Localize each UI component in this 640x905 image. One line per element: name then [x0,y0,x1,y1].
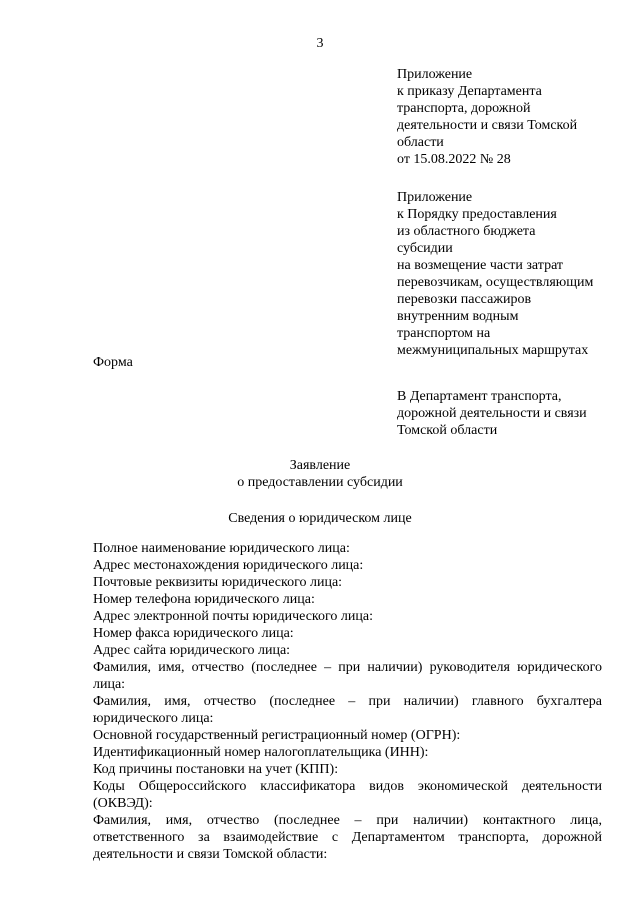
appendix-procedure-line: из областного бюджета [397,224,536,239]
recipient-block [397,388,612,439]
appendix-procedure-line: перевозки пассажиров [397,292,532,307]
field-email: Адрес электронной почты юридического лица: [93,609,373,624]
appendix-order-line: к приказу Департамента [397,84,542,99]
field-phone: Номер телефона юридического лица: [93,592,315,607]
appendix-procedure-line: к Порядку предоставления [397,207,557,222]
field-full-name: Полное наименование юридического лица: [93,541,350,556]
appendix-procedure-block [397,189,612,359]
field-inn: Идентификационный номер налогоплательщика (ИНН): [93,745,429,760]
legal-entity-fields [93,540,602,863]
recipient-line: дорожной деятельности и связи [397,406,587,421]
appendix-order-date-line: от 15.08.2022 № 28 [397,152,511,167]
field-kpp: Код причины постановки на учет (КПП): [93,762,339,777]
appendix-procedure-line: перевозчикам, осуществляющим [397,275,594,290]
appendix-procedure-line: межмуниципальных маршрутах [397,343,589,358]
field-website: Адрес сайта юридического лица: [93,643,291,658]
appendix-order-line: деятельности и связи Томской [397,118,578,133]
field-postal-details: Почтовые реквизиты юридического лица: [93,575,343,590]
appendix-procedure-line: транспортом на [397,326,491,341]
document-subtitle-line: о предоставлении субсидии [237,475,403,490]
field-fax: Номер факса юридического лица: [93,626,294,641]
appendix-order-block [397,66,612,168]
document-title [0,457,640,491]
field-chief-accountant-name: Фамилия, имя, отчество (последнее – при наличии) главного бухгалтера юридического лица: [93,694,602,726]
appendix-order-line: Приложение [397,67,473,82]
appendix-order-line: транспорта, дорожной [397,101,531,116]
appendix-procedure-line: на возмещение части затрат [397,258,564,273]
appendix-procedure-line: внутренним водным [397,309,519,324]
appendix-order-line: области [397,135,444,150]
appendix-procedure-line: Приложение [397,190,473,205]
form-label: Форма [93,355,133,370]
appendix-procedure-line: субсидии [397,241,453,256]
section-heading: Сведения о юридическом лице [228,511,412,526]
field-okved: Коды Общероссийского классификатора видов экономической деятельности (ОКВЭД): [93,779,602,811]
field-director-name: Фамилия, имя, отчество (последнее – при наличии) руководителя юридического лица: [93,660,602,692]
field-ogrn: Основной государственный регистрационный номер (ОГРН): [93,728,461,743]
document-title-line: Заявление [289,458,351,473]
recipient-line: Томской области [397,423,498,438]
recipient-line: В Департамент транспорта, [397,389,562,404]
field-contact-person: Фамилия, имя, отчество (последнее – при наличии) контактного лица, ответственного за взаимодействие с Департаментом транспорта, дорожной деятельности и связи Томской области: [93,813,602,862]
page-number: 3 [316,36,324,51]
field-address: Адрес местонахождения юридического лица: [93,558,364,573]
